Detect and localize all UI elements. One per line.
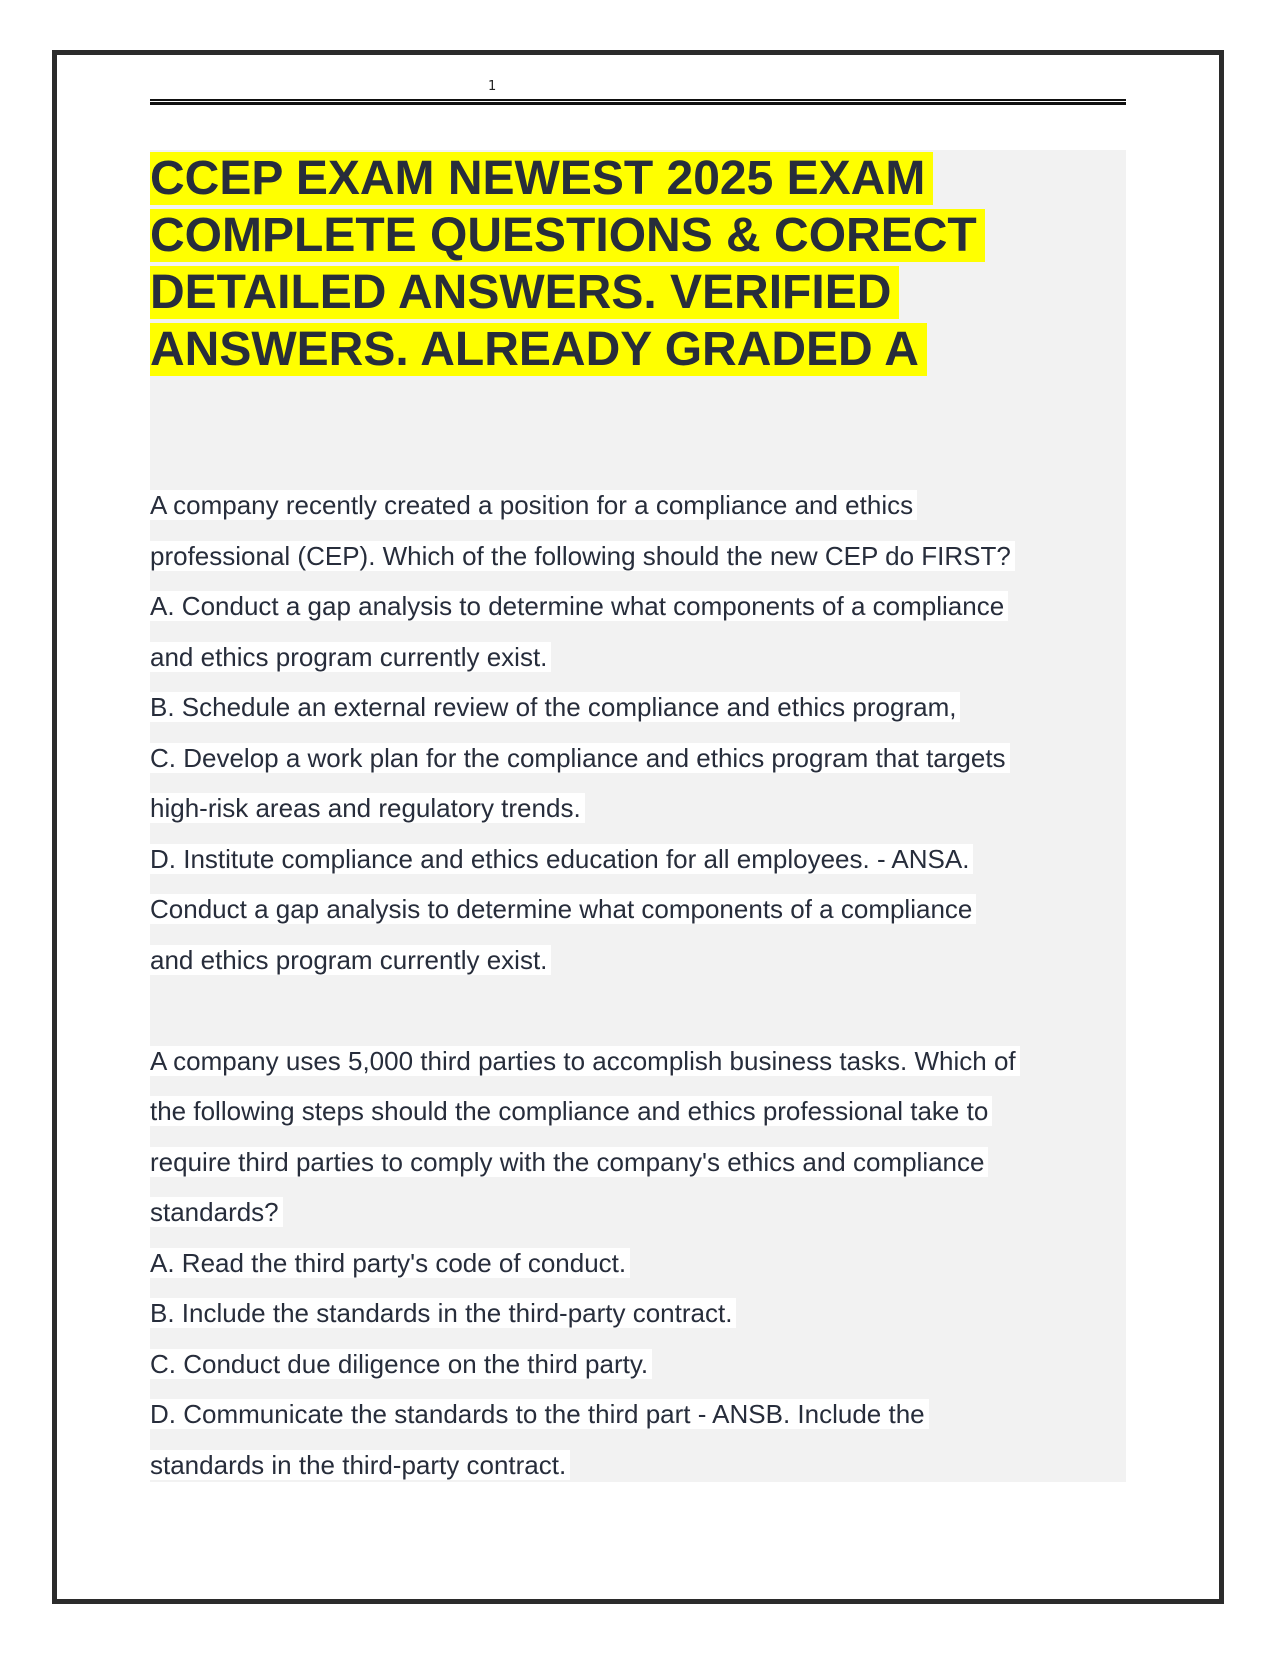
question-text-line: professional (CEP). Which of the following should the new CEP do FIRST? <box>150 541 1015 571</box>
paragraph-spacer <box>150 985 1126 1036</box>
question-text-line: require third parties to comply with the company's ethics and compliance <box>150 1147 988 1177</box>
title-line: COMPLETE QUESTIONS & CORECT <box>150 209 985 262</box>
question-text-line: A company uses 5,000 third parties to accomplish business tasks. Which of <box>150 1046 1020 1076</box>
option-c-line: C. Conduct due diligence on the third party. <box>150 1349 652 1379</box>
answer-line: and ethics program currently exist. <box>150 945 551 975</box>
title-line: DETAILED ANSWERS. VERIFIED <box>150 266 899 319</box>
title-spacer <box>150 378 1126 480</box>
answer-line: Conduct a gap analysis to determine what components of a compliance <box>150 894 976 924</box>
question-text-line: A company recently created a position for a compliance and ethics <box>150 490 917 520</box>
question-text-line: the following steps should the compliance and ethics professional take to <box>150 1096 992 1126</box>
option-c-line: C. Develop a work plan for the compliance and ethics program that targets <box>150 743 1010 773</box>
question-2 <box>150 1036 1126 1491</box>
page-number: 1 <box>488 79 497 94</box>
option-c-line: high-risk areas and regulatory trends. <box>150 793 585 823</box>
option-d-answer-line: D. Institute compliance and ethics education for all employees. - ANSA. <box>150 844 973 874</box>
header-rule-thin <box>150 99 1126 101</box>
option-d-answer-line: D. Communicate the standards to the third part - ANSB. Include the <box>150 1399 929 1429</box>
question-1 <box>150 480 1126 985</box>
title-line: ANSWERS. ALREADY GRADED A <box>150 323 927 376</box>
option-a-line: and ethics program currently exist. <box>150 642 551 672</box>
header-rule-thick <box>150 102 1126 105</box>
question-text-line: standards? <box>150 1197 283 1227</box>
option-b-line: B. Include the standards in the third-party contract. <box>150 1298 736 1328</box>
option-a-line: A. Read the third party's code of conduct. <box>150 1248 630 1278</box>
title-line: CCEP EXAM NEWEST 2025 EXAM <box>150 152 933 205</box>
document-title <box>150 150 1126 378</box>
document-content <box>150 150 1126 1482</box>
answer-line: standards in the third-party contract. <box>150 1450 570 1480</box>
option-b-line: B. Schedule an external review of the compliance and ethics program, <box>150 692 960 722</box>
option-a-line: A. Conduct a gap analysis to determine what components of a compliance <box>150 591 1008 621</box>
